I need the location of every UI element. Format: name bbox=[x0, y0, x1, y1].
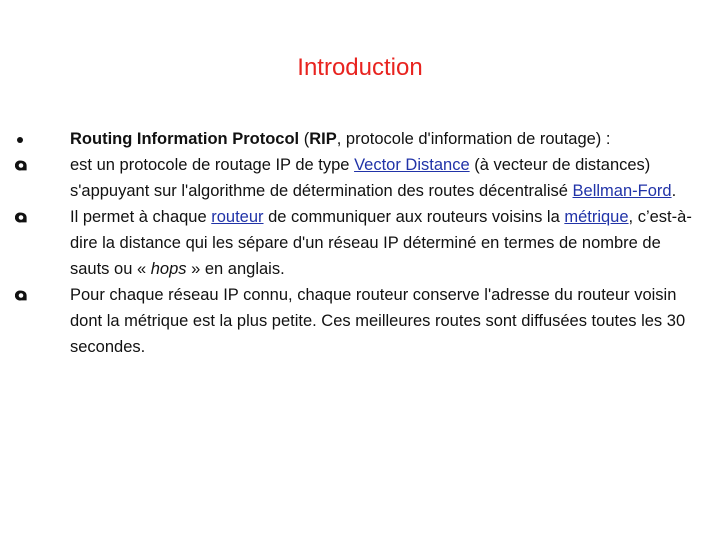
bullet-item-2 bbox=[14, 152, 704, 204]
text-segment: Il permet à chaque bbox=[70, 208, 212, 226]
metrique-link[interactable]: métrique bbox=[564, 208, 629, 226]
text-segment: . bbox=[671, 182, 677, 200]
slide-title: Introduction bbox=[297, 54, 423, 81]
hops-term: hops bbox=[150, 260, 187, 278]
rip-acronym: RIP bbox=[309, 130, 337, 148]
text-segment: de communiquer aux routeurs voisins la bbox=[263, 208, 565, 226]
text-segment: est un protocole de routage IP de type bbox=[70, 156, 355, 174]
text-segment: ( bbox=[299, 130, 310, 148]
text-segment: Pour chaque réseau IP connu, chaque routeur conserve l'adresse du routeur voisin dont la métrique est la plus petite. Ces meilleures routes sont diffusées toutes les 30 secondes. bbox=[70, 286, 686, 356]
text-segment: , protocole d'information de routage) : bbox=[336, 130, 611, 148]
rip-full-name: Routing Information Protocol bbox=[70, 130, 300, 148]
vector-distance-link[interactable]: Vector Distance bbox=[354, 156, 470, 174]
slide-content bbox=[14, 126, 704, 360]
q-box-bullet-icon bbox=[14, 152, 70, 178]
bellman-ford-link[interactable]: Bellman-Ford bbox=[572, 182, 672, 200]
bullet-item-1 bbox=[14, 126, 704, 152]
bullet-item-4 bbox=[14, 282, 704, 360]
text-segment: (à vecteur de distances) s'appuyant sur l'algorithme de détermination des routes décentralisé bbox=[70, 156, 651, 200]
routeur-link[interactable]: routeur bbox=[211, 208, 264, 226]
round-bullet-icon bbox=[14, 126, 70, 152]
bullet-item-3 bbox=[14, 204, 704, 282]
q-box-bullet-icon bbox=[14, 282, 70, 308]
text-segment: » en anglais. bbox=[186, 260, 285, 278]
q-box-bullet-icon bbox=[14, 204, 70, 230]
text-segment: , c’est-à-dire la distance qui les sépare d'un réseau IP déterminé en termes de nombre de sauts ou « bbox=[70, 208, 692, 278]
